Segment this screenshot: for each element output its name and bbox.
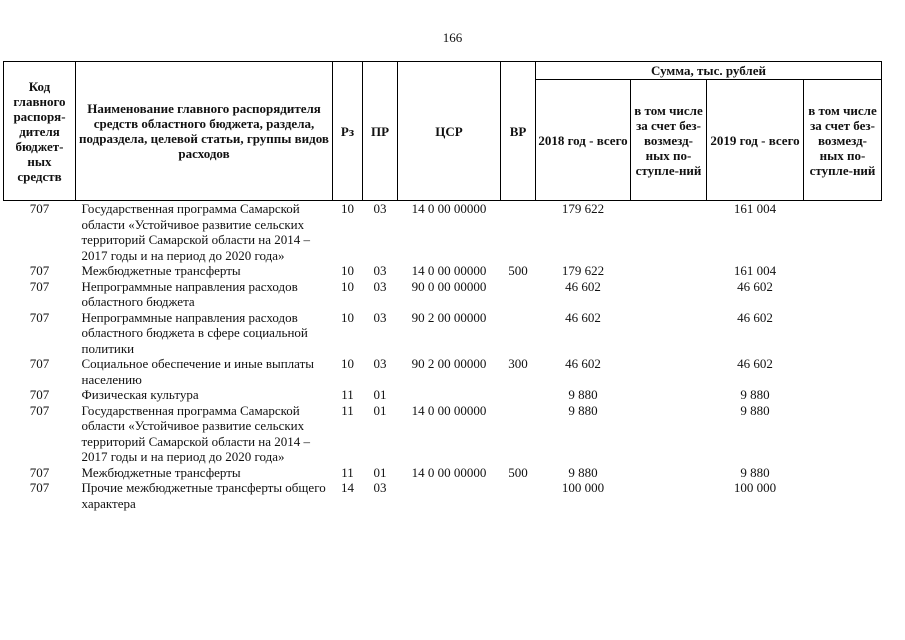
cell-vr (501, 387, 536, 403)
cell-csr (398, 480, 501, 511)
cell-2019-grants (804, 201, 882, 264)
cell-rz: 10 (341, 201, 354, 216)
cell-2019-total: 9 880 (740, 387, 770, 402)
cell-2018-total: 179 622 (561, 263, 605, 278)
cell-2019-total: 161 004 (733, 201, 777, 216)
header-2018-total: 2018 год - всего (536, 80, 631, 201)
cell-pr: 03 (373, 356, 387, 371)
cell-vr: 500 (508, 263, 528, 278)
cell-name: Непрограммные направления расходов областного бюджета в сфере социальной политики (81, 309, 308, 356)
cell-2019-grants (804, 310, 882, 357)
cell-2019-total: 9 880 (740, 464, 770, 480)
cell-name: Государственная программа Самарской области «Устойчивое развитие сельских территорий Самарской области на 2014 – 2017 годы и на период до 2020 года» (81, 201, 310, 263)
cell-rz: 10 (341, 309, 354, 325)
cell-pr: 01 (373, 464, 387, 480)
table-row (4, 356, 882, 387)
cell-rz: 10 (341, 263, 354, 278)
header-code: Код главного распоря-дителя бюджет-ных средств (4, 62, 76, 201)
cell-code: 707 (29, 480, 50, 495)
cell-csr: 90 2 00 00000 (411, 356, 487, 371)
header-pr: ПР (363, 62, 398, 201)
cell-csr: 14 0 00 00000 (411, 464, 487, 480)
cell-name: Государственная программа Самарской области «Устойчивое развитие сельских территорий Самарской области на 2014 – 2017 годы и на период до 2020 года» (81, 402, 310, 464)
cell-vr (501, 201, 536, 264)
cell-2019-total: 46 602 (737, 278, 773, 294)
cell-rz: 10 (341, 278, 354, 294)
cell-rz: 11 (341, 387, 354, 402)
table-row (4, 263, 882, 279)
table-row (4, 201, 882, 264)
table-row (4, 310, 882, 357)
cell-name: Непрограммные направления расходов областного бюджета (81, 278, 298, 309)
cell-code: 707 (29, 387, 50, 402)
cell-2019-grants (804, 387, 882, 403)
cell-pr: 03 (373, 201, 387, 216)
cell-2018-grants (631, 356, 707, 387)
cell-csr: 14 0 00 00000 (411, 402, 487, 418)
budget-table (3, 61, 882, 511)
cell-2018-total: 9 880 (568, 464, 598, 480)
cell-vr (501, 279, 536, 310)
cell-2018-grants (631, 387, 707, 403)
cell-2018-grants (631, 480, 707, 511)
cell-rz: 11 (341, 402, 354, 418)
cell-2018-total: 46 602 (565, 356, 601, 371)
cell-vr (501, 310, 536, 357)
header-vr: ВР (501, 62, 536, 201)
cell-name: Прочие межбюджетные трансферты общего характера (81, 480, 326, 511)
cell-2018-grants (631, 403, 707, 465)
cell-csr (398, 387, 501, 403)
cell-pr: 03 (373, 278, 387, 294)
cell-2018-total: 46 602 (565, 309, 601, 325)
cell-2018-total: 46 602 (565, 278, 601, 294)
cell-name: Физическая культура (81, 387, 199, 402)
cell-pr: 03 (373, 263, 387, 278)
cell-2018-total: 9 880 (568, 387, 598, 402)
cell-vr: 500 (508, 464, 528, 480)
cell-csr: 14 0 00 00000 (411, 201, 487, 216)
cell-code: 707 (29, 309, 50, 325)
cell-code: 707 (29, 402, 50, 418)
table-header (4, 62, 882, 201)
header-rz: Рз (333, 62, 363, 201)
cell-rz: 14 (341, 480, 354, 495)
cell-csr: 90 0 00 00000 (411, 278, 487, 294)
cell-vr: 300 (508, 356, 528, 371)
table-row (4, 279, 882, 310)
cell-2019-total: 161 004 (733, 263, 777, 278)
cell-2018-total: 179 622 (561, 201, 605, 216)
cell-2019-total: 46 602 (737, 356, 773, 371)
cell-pr: 01 (373, 387, 387, 402)
table-body (4, 201, 882, 512)
cell-code: 707 (29, 356, 50, 371)
cell-2018-grants (631, 279, 707, 310)
cell-code: 707 (29, 278, 50, 294)
cell-name: Межбюджетные трансферты (81, 263, 241, 278)
header-2019-total: 2019 год - всего (707, 80, 804, 201)
table-row (4, 480, 882, 511)
cell-pr: 03 (373, 309, 387, 325)
cell-rz: 10 (341, 356, 354, 371)
cell-code: 707 (29, 201, 50, 216)
cell-2018-grants (631, 201, 707, 264)
table-row (4, 465, 882, 481)
cell-2018-total: 100 000 (561, 480, 605, 495)
cell-pr: 01 (373, 402, 387, 418)
cell-2019-grants (804, 403, 882, 465)
table-row (4, 403, 882, 465)
cell-2018-grants (631, 310, 707, 357)
cell-name: Межбюджетные трансферты (81, 464, 241, 480)
cell-code: 707 (29, 263, 50, 278)
cell-vr (501, 480, 536, 511)
cell-2019-grants (804, 279, 882, 310)
cell-2019-total: 46 602 (737, 309, 773, 325)
cell-2019-grants (804, 356, 882, 387)
cell-vr (501, 403, 536, 465)
cell-2019-grants (804, 263, 882, 279)
table-row (4, 387, 882, 403)
header-2019-grants: в том числе за счет без-возмезд-ных по-ступле-ний (804, 80, 882, 201)
header-name: Наименование главного распорядителя средств областного бюджета, раздела, подраздела, целевой статьи, группы видов расходов (76, 62, 333, 201)
page-number: 166 (442, 30, 463, 45)
cell-2019-grants (804, 480, 882, 511)
cell-2018-total: 9 880 (568, 402, 598, 418)
cell-2018-grants (631, 263, 707, 279)
cell-2019-grants (804, 465, 882, 481)
header-sum-group: Сумма, тыс. рублей (536, 62, 882, 80)
cell-csr: 14 0 00 00000 (411, 263, 487, 278)
cell-rz: 11 (341, 464, 354, 480)
cell-2018-grants (631, 465, 707, 481)
cell-2019-total: 9 880 (740, 402, 770, 418)
header-2018-grants: в том числе за счет без-возмезд-ных по-ступле-ний (631, 80, 707, 201)
cell-pr: 03 (373, 480, 387, 495)
cell-code: 707 (29, 464, 50, 480)
header-csr: ЦСР (398, 62, 501, 201)
cell-2019-total: 100 000 (733, 480, 777, 495)
cell-name: Социальное обеспечение и иные выплаты населению (81, 356, 315, 387)
cell-csr: 90 2 00 00000 (411, 309, 487, 325)
